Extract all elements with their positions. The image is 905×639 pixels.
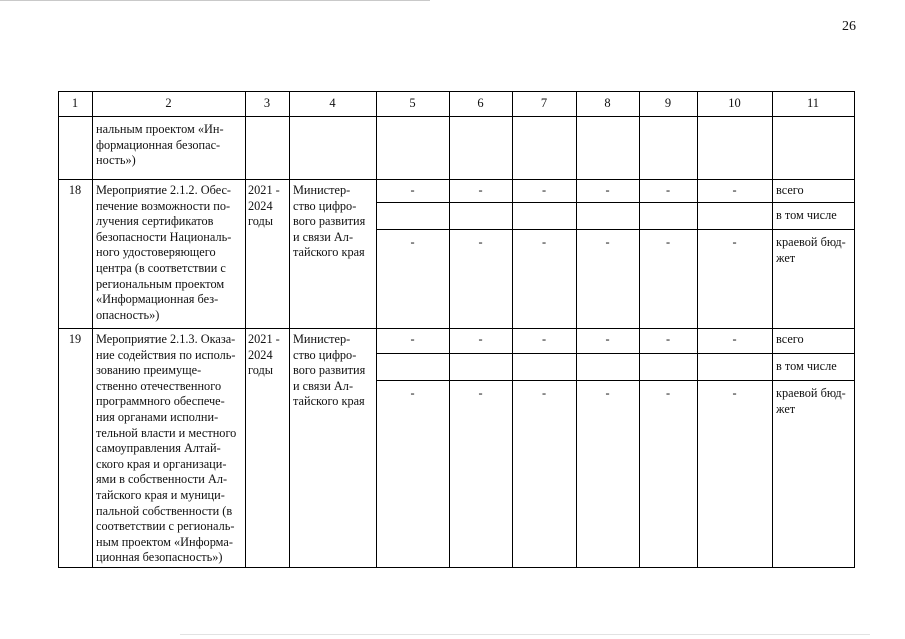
- header-col-2: 2: [165, 96, 172, 110]
- value-regional: -: [665, 235, 671, 249]
- value-total: -: [478, 332, 483, 346]
- measure-name: зованию преимуще-: [96, 363, 202, 378]
- label-total: всего: [776, 332, 804, 346]
- continuation-text: нальным проектом «Ин-: [96, 122, 224, 136]
- executor: и связи Ал-: [293, 229, 354, 244]
- value-total: -: [410, 183, 415, 197]
- label-total: всего: [776, 183, 804, 197]
- executor: Министер-: [293, 183, 351, 197]
- measure-name: ского края и организаци-: [96, 456, 227, 471]
- measure-name: печение возможности по-: [96, 198, 231, 213]
- col-border-10-lower: [772, 179, 773, 568]
- label-regional-budget: краевой бюд-: [776, 235, 846, 249]
- executor: ство цифро-: [293, 347, 357, 362]
- value-total: -: [732, 183, 737, 197]
- value-total: -: [665, 332, 671, 346]
- measure-name: ного удостоверяющего: [96, 245, 216, 260]
- row-19-top-border: [58, 328, 855, 329]
- measure-name: ния органами исполни-: [96, 410, 219, 424]
- measure-name: ным проектом «Информа-: [96, 534, 233, 549]
- col-border-0: [58, 91, 59, 568]
- measure-name: ние содействия по исполь-: [96, 347, 236, 362]
- measure-name: безопасности Националь-: [96, 229, 232, 244]
- value-total: -: [541, 183, 547, 197]
- table-top-border: [58, 91, 855, 92]
- header-col-11: 11: [806, 96, 820, 110]
- value-total: -: [605, 332, 610, 346]
- measure-name: программного обеспече-: [96, 394, 225, 409]
- value-regional: -: [605, 386, 610, 400]
- measure-name: «Информационная без-: [96, 292, 219, 307]
- period: годы: [248, 363, 274, 378]
- page-number: 26: [842, 19, 856, 34]
- measure-name: Мероприятие 2.1.2. Обес-: [96, 183, 232, 197]
- measure-name: тайского края и муници-: [96, 488, 225, 502]
- value-total: -: [478, 183, 483, 197]
- label-including: в том числе: [776, 208, 837, 222]
- value-regional: -: [665, 386, 671, 400]
- header-col-9: 9: [664, 96, 672, 110]
- label-regional-budget: краевой бюд-: [776, 386, 846, 400]
- value-regional: -: [478, 386, 483, 400]
- header-col-4: 4: [329, 96, 336, 110]
- executor: вого развития: [293, 363, 366, 378]
- value-regional: -: [541, 235, 547, 249]
- continuation-text: формационная безопас-: [96, 137, 221, 152]
- header-col-1: 1: [71, 96, 79, 110]
- label-including: в том числе: [776, 359, 837, 373]
- executor: и связи Ал-: [293, 378, 354, 393]
- period: 2021 -: [248, 332, 280, 346]
- measure-name: соответствии с региональ-: [96, 519, 235, 534]
- value-total: -: [605, 183, 610, 197]
- row-number: 19: [68, 332, 82, 346]
- label-regional-budget: жет: [776, 401, 796, 416]
- row-18-top-border: [58, 179, 855, 180]
- measure-name: лучения сертификатов: [96, 214, 214, 229]
- col-border-1: [92, 91, 93, 568]
- label-regional-budget: жет: [776, 250, 796, 265]
- period: 2024: [248, 198, 273, 213]
- measure-name: ственно отечественного: [96, 378, 222, 393]
- period: годы: [248, 214, 274, 229]
- row-18-sub-border-2: [376, 229, 855, 230]
- measure-name: региональным проектом: [96, 276, 225, 291]
- table-bottom-border: [58, 567, 855, 568]
- continuation-text: ность»): [96, 153, 136, 168]
- value-total: -: [665, 183, 671, 197]
- header-col-6: 6: [477, 96, 484, 110]
- measure-name: пальной собственности (в: [96, 503, 233, 518]
- header-col-5: 5: [409, 96, 416, 110]
- value-total: -: [732, 332, 737, 346]
- measure-name: опасность»): [96, 307, 160, 322]
- row-18-sub-border-1: [376, 202, 855, 203]
- row-number: 18: [68, 183, 82, 197]
- scan-edge-top: [0, 0, 430, 1]
- value-regional: -: [732, 235, 737, 249]
- executor: вого развития: [293, 214, 366, 229]
- measure-name: ями в собственности Ал-: [96, 472, 228, 487]
- header-col-7: 7: [540, 96, 548, 110]
- period: 2021 -: [248, 183, 280, 197]
- measure-name: самоуправления Алтай-: [96, 441, 221, 456]
- value-total: -: [410, 332, 415, 346]
- header-bottom-border: [58, 116, 855, 117]
- executor: тайского края: [293, 245, 365, 260]
- col-border-2: [245, 91, 246, 568]
- col-border-4: [376, 91, 377, 568]
- executor: ство цифро-: [293, 198, 357, 213]
- value-regional: -: [605, 235, 610, 249]
- period: 2024: [248, 347, 273, 362]
- col-border-3: [289, 91, 290, 568]
- measure-name: тельной власти и местного: [96, 425, 237, 440]
- executor: тайского края: [293, 394, 365, 409]
- value-regional: -: [410, 235, 415, 249]
- col-border-11: [854, 91, 855, 568]
- header-col-10: 10: [728, 96, 741, 110]
- value-regional: -: [541, 386, 547, 400]
- header-col-8: 8: [604, 96, 611, 110]
- row-19-sub-border-2: [376, 380, 855, 381]
- header-col-3: 3: [263, 96, 271, 110]
- value-regional: -: [478, 235, 483, 249]
- measure-name: Мероприятие 2.1.3. Оказа-: [96, 332, 236, 346]
- measure-name: ционная безопасность»): [96, 550, 223, 565]
- scan-edge-bottom: [180, 634, 870, 635]
- value-total: -: [541, 332, 547, 346]
- value-regional: -: [410, 386, 415, 400]
- value-regional: -: [732, 386, 737, 400]
- executor: Министер-: [293, 332, 351, 346]
- row-19-sub-border-1: [376, 353, 855, 354]
- measure-name: центра (в соответствии с: [96, 261, 226, 275]
